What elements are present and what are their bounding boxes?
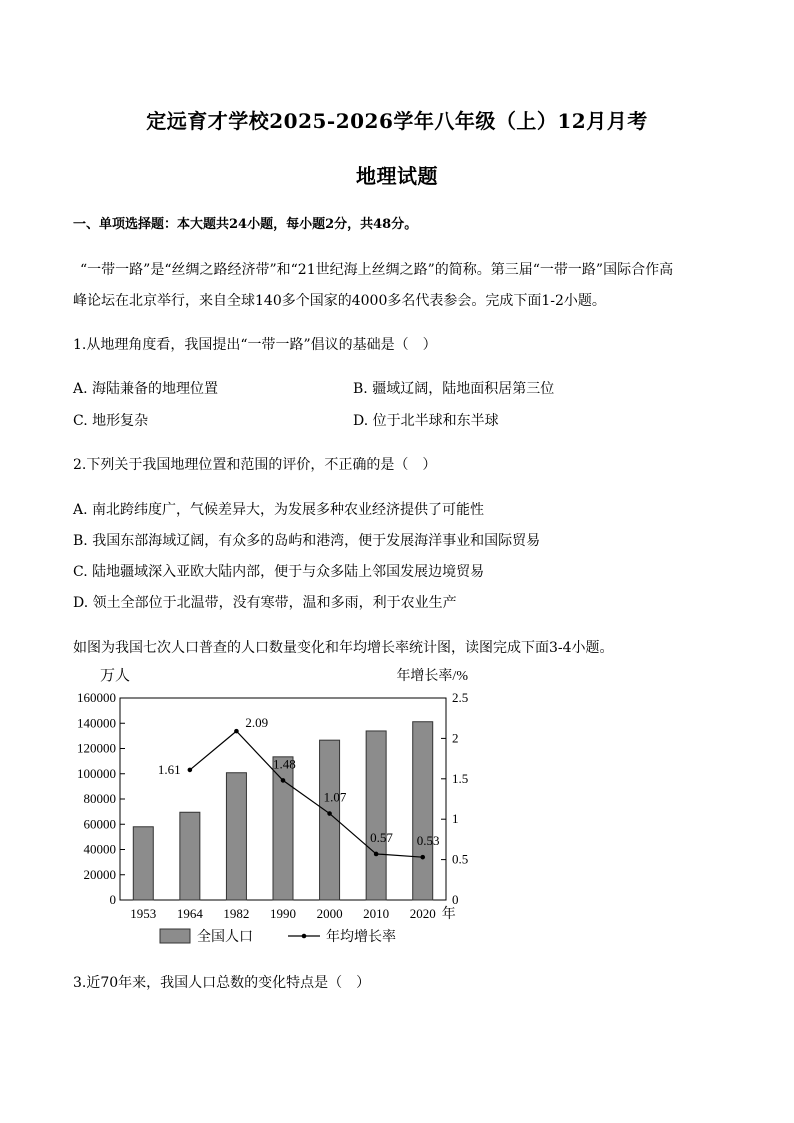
x-tick-label: 1953 [130, 906, 157, 921]
growth-rate-label: 2.09 [245, 715, 269, 731]
right-tick-label: 1 [452, 811, 459, 827]
population-bar [226, 773, 246, 900]
growth-rate-point [420, 855, 425, 860]
q2-option-b[interactable]: B. 我国东部海域辽阔，有众多的岛屿和港湾，便于发展海洋事业和国际贸易 [73, 533, 541, 549]
left-tick-label: 0 [109, 892, 116, 907]
population-bar [366, 731, 386, 900]
q2-stem: 2.下列关于我国地理位置和范围的评价，不正确的是（ ） [73, 457, 437, 473]
material1-line1: “一带一路”是“丝绸之路经济带”和“21世纪海上丝绸之路”的简称。第三届“一带一路”国际合作高 [80, 262, 674, 278]
right-tick-label: 2 [452, 730, 459, 746]
x-tick-label: 2000 [316, 906, 343, 921]
legend-line-marker [302, 934, 307, 939]
population-bar [413, 722, 433, 900]
x-tick-label: 2020 [409, 906, 436, 921]
right-tick-label: 0 [452, 892, 459, 907]
x-axis-unit: 年 [441, 907, 456, 922]
left-tick-label: 120000 [77, 740, 116, 756]
q1-stem: 1.从地理角度看，我国提出“一带一路”倡议的基础是（ ） [73, 337, 437, 353]
left-tick-label: 40000 [83, 841, 116, 857]
q3-stem: 3.近70年来，我国人口总数的变化特点是（ ） [73, 975, 371, 991]
legend-bar-swatch [160, 929, 190, 943]
q2-option-a[interactable]: A. 南北跨纬度广，气候差异大，为发展多种农业经济提供了可能性 [73, 502, 485, 518]
right-tick-label: 1.5 [452, 770, 469, 786]
legend-bar-label: 全国人口 [197, 930, 253, 945]
growth-rate-point [327, 811, 332, 816]
left-tick-label: 140000 [77, 715, 116, 731]
growth-rate-point [234, 729, 239, 734]
growth-rate-point [374, 852, 379, 857]
x-tick-label: 1964 [176, 906, 203, 921]
population-bar [133, 827, 153, 900]
exam-subtitle: 地理试题 [356, 164, 438, 188]
left-tick-label: 20000 [83, 866, 116, 882]
x-tick-label: 1990 [270, 906, 296, 921]
growth-rate-label: 1.07 [323, 789, 347, 805]
population-bar [180, 812, 200, 900]
q2-option-c[interactable]: C. 陆地疆域深入亚欧大陆内部，便于与众多陆上邻国发展边境贸易 [73, 564, 485, 580]
growth-rate-point [188, 768, 193, 773]
left-tick-label: 60000 [83, 816, 116, 832]
left-tick-label: 160000 [77, 690, 116, 705]
x-tick-label: 1982 [223, 906, 250, 921]
q1-option-a[interactable]: A. 海陆兼备的地理位置 [73, 381, 219, 397]
growth-rate-label: 0.57 [370, 829, 393, 845]
q1-option-d[interactable]: D. 位于北半球和东半球 [353, 413, 499, 429]
left-tick-label: 100000 [77, 765, 116, 781]
q2-option-d[interactable]: D. 领土全部位于北温带，没有寒带，温和多雨，利于农业生产 [73, 595, 457, 611]
exam-title: 定远育才学校2025-2026学年八年级（上）12月月考 [146, 109, 648, 133]
right-axis-title: 年增长率/% [396, 669, 468, 684]
x-tick-label: 2010 [363, 906, 390, 921]
left-tick-label: 80000 [83, 791, 116, 806]
material1-line2: 峰论坛在北京举行，来自全球140多个国家的4000多名代表参会。完成下面1-2小题。 [73, 293, 606, 309]
growth-rate-label: 0.53 [416, 833, 440, 849]
legend-line-label: 年均增长率 [326, 930, 396, 945]
growth-rate-label: 1.48 [273, 756, 296, 772]
right-tick-label: 0.5 [452, 851, 469, 867]
growth-rate-label: 1.61 [157, 761, 181, 777]
growth-rate-point [281, 778, 286, 783]
right-tick-label: 2.5 [452, 690, 469, 705]
section-heading: 一、单项选择题：本大题共24小题，每小题2分，共48分。 [73, 217, 418, 232]
q1-option-b[interactable]: B. 疆域辽阔，陆地面积居第三位 [353, 381, 555, 397]
material2-text: 如图为我国七次人口普查的人口数量变化和年均增长率统计图，读图完成下面3-4小题。 [73, 640, 614, 656]
left-axis-title: 万人 [100, 668, 131, 684]
q1-option-c[interactable]: C. 地形复杂 [73, 413, 149, 429]
population-chart [60, 660, 480, 960]
